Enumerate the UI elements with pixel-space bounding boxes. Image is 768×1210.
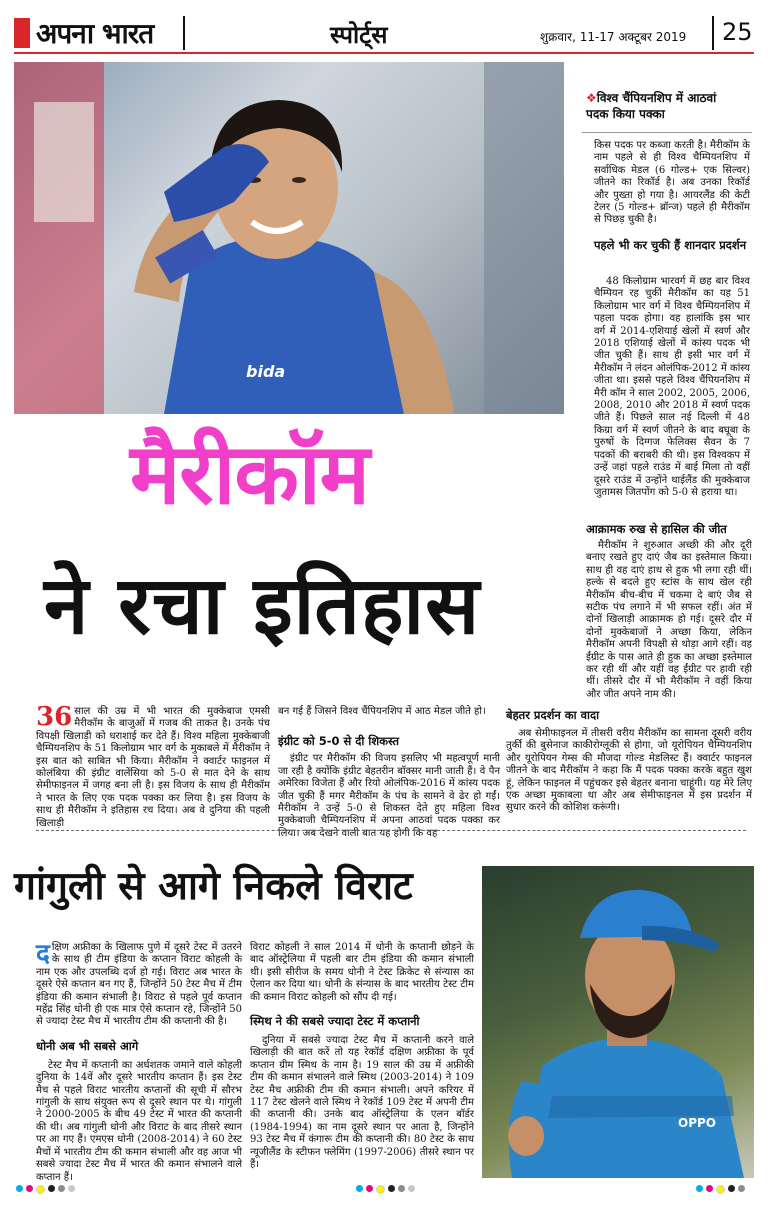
header-divider (183, 16, 185, 50)
sidebar-subhead: आक्रामक रुख से हासिल की जीत (586, 522, 727, 536)
jersey-logo: bida (246, 362, 286, 381)
masthead-mark (14, 18, 30, 48)
jersey-sponsor: OPPO (678, 1116, 716, 1130)
section-title: स्पोर्ट्स (330, 20, 388, 49)
page-number: 25 (722, 18, 753, 46)
issue-date: शुक्रवार, 11-17 अक्टूबर 2019 (540, 30, 687, 44)
story-2-column-1: दक्षिण अफ्रीका के खिलाफ पुणे में दूसरे टेस्ट में उतरने के साथ ही टीम इंडिया के कप्तान विराट कोहली के नाम एक और उपलब्धि दर्ज हो गई। विराट अब भारत के दूसरे ऐसे कप्तान बन गए हैं, जिन्होंने 50 टेस्ट मैच में टीम इंडिया की कमान संभाली है। विराट से पहले पूर्व कप्तान महेंद्र सिंह धोनी ही एक मात्र ऐसे कप्तान रहे, जिन्होंने 50 से ज्यादा टेस्ट मैच में भारतीय टीम की कप्तानी की है। धोनी अब भी सबसे आगे टेस्ट मैच में कप्तानी का अर्धशतक जमाने वाले कोहली दुनिया के 14वें और दूसरे भारतीय कप्तान हैं। इस टेस्ट मैच से पहले विराट भारतीय कप्तानों की सूची में सौरभ गांगुली के साथ संयुक्त रूप से दूसरे स्थान पर थे। गांगुली ने 2000-2005 के बीच 49 टेस्ट में भारत की कप्तानी की थी। अब गांगुली धोनी और विराट के बाद तीसरे स्थान पर आ गए हैं। एमएस धोनी (2008-2014) ने 60 टेस्ट मैचों में भारतीय टीम की कमान संभाली और वह आज भी सबसे ज्यादा टेस्ट मैच में भारत की कमान संभालने वाले कप्तान हैं। (36, 939, 242, 1183)
header-divider (712, 16, 714, 50)
column-subhead: धोनी अब भी सबसे आगे (36, 1038, 139, 1053)
headline-line-2: ने रचा इतिहास (44, 559, 481, 652)
story-column-1: 36 साल की उम्र में भी भारत की मुक्केबाज एमसी मैरीकॉम के बाजुओं में गजब की ताकत है। उनके पंच विपक्षी खिलाड़ी को धराशाई कर देते हैं। विश्व महिला मुक्केबाजी चैम्पियनशिप के 51 किलोग्राम भार वर्ग के मुकाबले में मैरीकॉम ने इस बात को साबित भी किया। मैरीकॉम ने क्वार्टर फाइनल में कोलंबिया की इंग्रीट वालेंसिया को 5-0 से मात देने के साथ सेमीफाइनल में जगह बना ली है। इस विजय के साथ ही मैरीकॉम ने भारत के लिए एक पदक पक्का कर लिया है। इस विजय के साथ ही मैरीकॉम ने इतिहास रच दिया। अब वे दुनिया की पहली खिलाड़ी (36, 702, 270, 829)
drop-cap: द (36, 939, 50, 969)
registration-marks-right (696, 1185, 745, 1194)
column-subhead: स्मिथ ने की सबसे ज्यादा टेस्ट में कप्तानी (250, 1014, 420, 1029)
cricketer-photo (482, 866, 754, 1178)
sidebar-rule (582, 132, 752, 133)
header-rule (14, 52, 754, 54)
drop-cap: 36 (36, 702, 73, 732)
cricketer-illustration (482, 866, 754, 1178)
story-column-2: बन गई हैं जिसने विश्व चैंपियनशिप में आठ मेडल जीते हो। इंग्रीट को 5-0 से दी शिकस्त इंग्रीट पर मैरीकॉम की विजय इसलिए भी महत्वपूर्ण मानी जा रही है क्योंकि इंग्रीट बेहतरीन बॉक्सर मानी जाती हैं। वे पैन अमेरिका विजेता हैं और रियो ओलंपिक-2016 में कांस्य पदक जीत चुकी हैं मगर मैरीकॉम के पंच के सामने वे ढेर हो गईं। मैरीकॉम ने उन्हें 5-0 से शिकस्त देते हुए महिला विश्व मुक्केबाजी चैम्पियनशिप में अपना आठवां पदक पक्का कर लिया। अब देखने वाली बात यह होगी कि वह (278, 706, 500, 839)
sidebar-paragraph: मैरीकॉम ने शुरुआत अच्छी की और दूरी बनाए रखते हुए दाएं जैब का इस्तेमाल किया। साथ ही वह दाएं हाथ से हुक भी लगा रही थीं। हल्के से बदले हुए स्टांस के साथ खेल रही मैरीकॉम बीच-बीच में चकमा दे बाएं जैब से सटीक पंच लगाने में भी सफल रहीं। अंत में दोनों खिलाड़ी आक्रामक हो गई। दूसरे दौर में दोनों मुक्केबाजों ने अच्छा किया, लेकिन मैरीकॉम अपनी विपक्षी से थोड़ा आगे रहीं। वह ईंग्रीट के पास आते ही हुक का अच्छा इस्तेमाल कर रही थीं और यहीं वह ईंग्रीट पर हावी रही थीं। तीसरे दौर में भी मैरीकॉम ने वहीं किया और जीत अपने नाम की। (586, 540, 752, 700)
registration-marks-center (356, 1185, 415, 1194)
boxer-photo (14, 62, 564, 414)
sidebar-headline: ❖विश्व चैंपियनशिप में आठवां पदक किया पक्का (586, 91, 717, 121)
story-column-3: अब सेमीफाइनल में तीसरी वरीय मैरीकॉम का सामना दूसरी वरीय तुर्की की बुसेनाज काकीरोग्लूकी से होगा, जो यूरोपियन चैम्पियनशिप और यूरोपियन गेम्स की मौजदा गोल्ड मेडलिस्ट हैं। क्वार्टर फाइनल जीतने के बाद मैरीकॉम ने कहा कि मैं पदक पक्का करके बहुत खुश हूं, लेकिन फाइनल में पहुंचकर इसे बेहतर बनाना चाहूंगी। यह मेरे लिए एक अच्छा मुकाबला था और अब सेमीफाइनल में इस प्रदर्शन में सुधार करने की कोशिश करूंगी। (506, 728, 752, 814)
registration-marks-left (16, 1185, 75, 1194)
column-subhead: इंग्रीट को 5-0 से दी शिकस्त (278, 734, 400, 749)
story-2-column-2: विराट कोहली ने साल 2014 में धोनी के कप्तानी छोड़ने के बाद ऑस्ट्रेलिया में पहली बार टीम इंडिया की कमान संभाली थी। इसी सीरीज के समय धोनी ने टेस्ट क्रिकेट से संन्यास का ऐलान कर दिया था। धोनी के संन्यास के बाद भारतीय टेस्ट टीम की कमान विराट कोहली को सौंप दी गई। स्मिथ ने की सबसे ज्यादा टेस्ट में कप्तानी दुनिया में सबसे ज्यादा टेस्ट मैच में कप्तानी करने वाले खिलाड़ी की बात करें तो यह रेकॉर्ड दक्षिण अफ्रीका के पूर्व कप्तान ग्रीम स्मिथ के नाम है। 19 साल की उम्र में अफ्रीकी टीम की कमान संभालने वाले स्मिथ (2003-2014) ने 109 टेस्ट मैच अफ्रीकी टीम की कमान संभाली। अपने करियर में 117 टेस्ट खेलने वाले स्मिथ ने रेकॉर्ड 109 टेस्ट में अपनी टीम की कप्तानी की। उनके बाद ऑस्ट्रेलिया के एलन बॉर्डर (1984-1994) का नाम दूसरे स्थान पर आता है, जिन्होंने 93 टेस्ट मैच में कंगारू टीम की कप्तानी की। 80 टेस्ट के साथ न्यूजीलैंड के स्टीफन फ्लेमिंग (1997-2006) तीसरे स्थान पर हैं। (250, 942, 474, 1171)
story-2-headline: गांगुली से आगे निकले विराट (14, 864, 413, 909)
sidebar-subhead: पहले भी कर चुकी हैं शानदार प्रदर्शन (594, 238, 747, 252)
sidebar-paragraph: किस पदक पर कब्जा करती है। मैरीकॉम के नाम पहले से ही विश्व चैम्पियनशिप में सर्वाधिक मेडल (6 गोल्ड+ एक सिल्वर) जीतने का रिकॉर्ड है। अब उनका रिकॉर्ड और पुख्ता हो गया है। आयरलैंड की केटी टेलर (5 गोल्ड+ ब्रॉन्ज) पहले ही मैरीकॉम से पिछड़ चुकी है। (594, 140, 750, 226)
section-separator (36, 830, 746, 831)
boxer-illustration (14, 62, 564, 414)
newspaper-name: अपना भारत (36, 17, 154, 50)
headline-line-1: मैरीकॉम (130, 425, 369, 523)
sidebar-paragraph: 48 किलोग्राम भारवर्ग में छह बार विश्व चैम्पियन रह चुकीं मैरीकॉम का यह 51 किलोग्राम भार वर्ग में विश्व चैम्पियनशिप में पहला पदक होगा। वह हालांकि इस भार वर्ग में 2014-एशियाई खेलों में स्वर्ण और 2018 एशियाई खेलों में कांस्य पदक भी जीत चुकी हैं। साथ ही इसी भार वर्ग में मैरीकॉम ने लंदन ओलंपिक-2012 में कांस्य जीता था। इससे पहले विश्व चैंपियनशिप में मैरी कॉम ने साल 2002, 2005, 2006, 2008, 2010 और 2018 में स्वर्ण पदक जीते हैं। पिछले साल नई दिल्ली में 48 किग्रा वर्ग में स्वर्ण जीतने के बाद बघूबा के पुरुषों के दिग्गज फेलिक्स सैवन के 7 पदकों की बराबरी की थी। इस विश्वकप में उन्हें जहां पहले राउंड में बाई मिला तो वहीं दूसरे राउंड में उन्होंने थाईलैंड की मुक्केबाज जुतामस जितपोंग को 5-0 से हराया था। (594, 276, 750, 498)
column-subhead: बेहतर प्रदर्शन का वादा (506, 708, 600, 722)
